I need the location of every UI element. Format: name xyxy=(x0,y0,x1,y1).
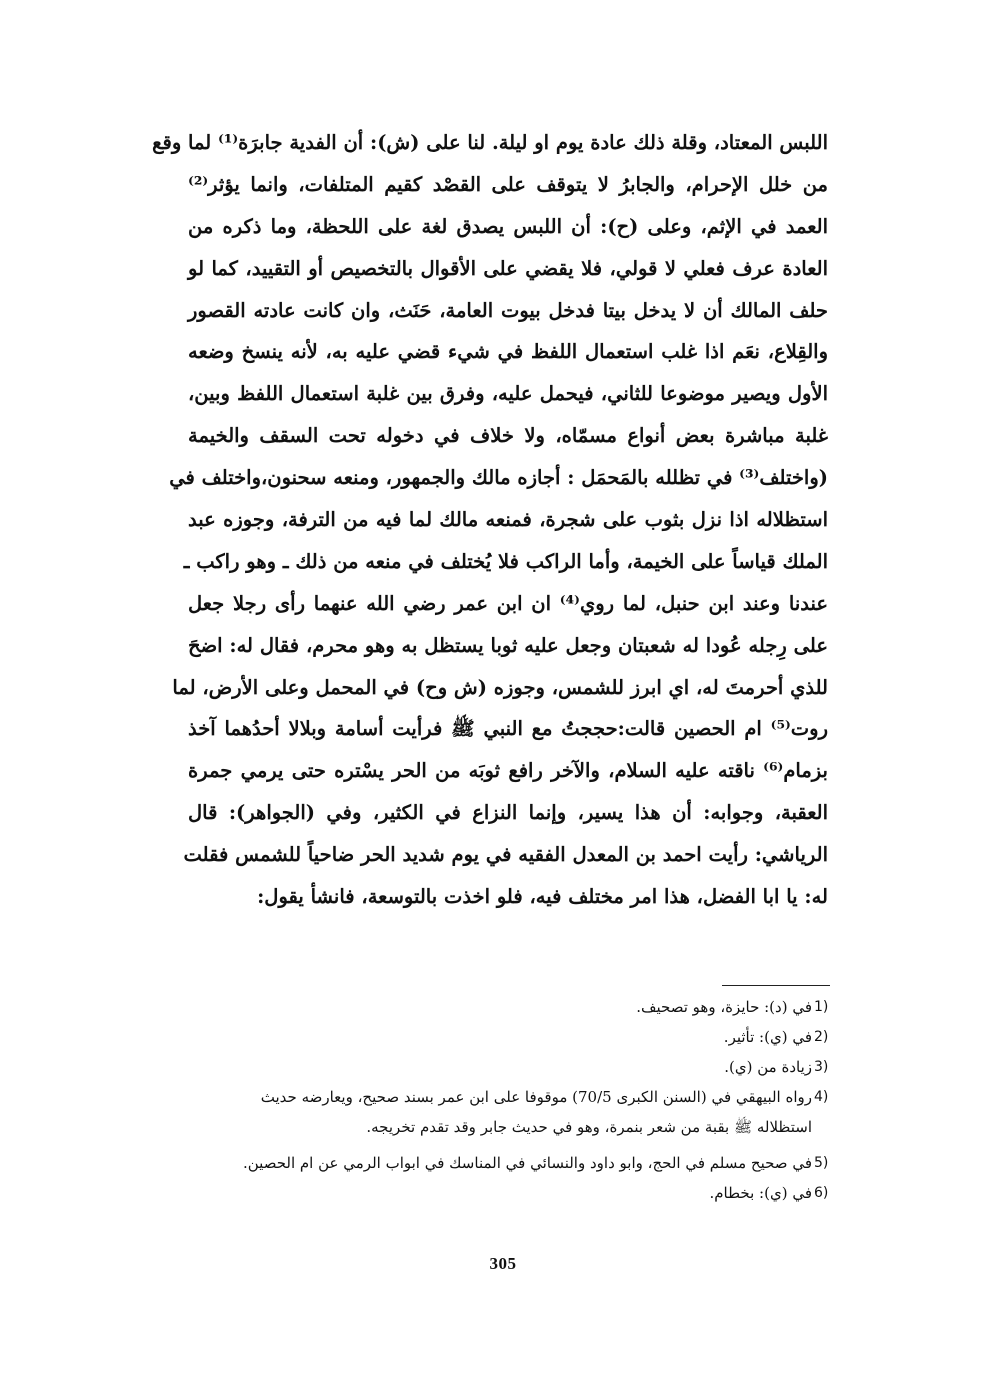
footnote-line: في (ي): بخطام. xyxy=(709,1184,812,1202)
body-line: حلف المالك أن لا يدخل بيتا فدخل بيوت العامة، حَنَث، وان كانت عادته القصور xyxy=(188,298,828,322)
footnote-separator xyxy=(722,985,830,986)
body-text xyxy=(152,122,829,918)
page-number: 305 xyxy=(489,1254,517,1273)
footnote-item xyxy=(180,1178,840,1208)
footnote-item xyxy=(180,1082,840,1142)
body-line: الرياشي: رأيت احمد بن المعدل الفقيه في يوم شديد الحر ضاحياً للشمس فقلت xyxy=(183,843,828,867)
footnote-text xyxy=(180,992,814,1022)
footnote-number: 3) xyxy=(814,1059,829,1075)
footnote-line: استظلاله ﷺ بقبة من شعر بنمرة، وهو في حديث جابر وقد تقدم تخريجه. xyxy=(366,1118,812,1136)
footnote-text xyxy=(180,1022,814,1052)
footnote-item xyxy=(180,1148,840,1178)
body-line: العمد في الإثم، وعلى (ح): أن اللبس يصدق لغة على اللحظة، وما ذكره من xyxy=(188,214,828,238)
footnote-line: في (د): حايزة، وهو تصحيف. xyxy=(636,998,812,1016)
body-line: على رِجله عُودا له شعبتان وجعل عليه ثوبا يستظل به وهو محرم، فقال له: اضحَ xyxy=(188,633,828,657)
body-line: اللبس المعتاد، وقلة ذلك عادة يوم او ليلة. لنا على (ش): أن الفدية جابرَة⁽¹⁾ لما وقع xyxy=(152,131,828,154)
footnote-text xyxy=(180,1052,814,1082)
body-line: العادة عرف فعلي لا قولي، فلا يقضي على الأقوال بالتخصيص أو التقييد، كما لو xyxy=(188,256,828,280)
footnote-line: زيادة من (ي). xyxy=(724,1058,812,1076)
footnotes xyxy=(180,992,840,1208)
footnote-number: 5) xyxy=(814,1155,829,1171)
body-line: الأول ويصير موضوعا للثاني، فيحمل عليه، وفرق بين غلبة استعمال اللفظ وبين، xyxy=(188,382,828,406)
body-line: بزمام⁽⁶⁾ ناقته عليه السلام، والآخر رافع ثوبَه من الحر يسْتره حتى يرمي جمرة xyxy=(188,759,828,783)
body-line: له: يا ابا الفضل، هذا امر مختلف فيه، فلو اخذت بالتوسعة، فانشأ يقول: xyxy=(257,885,828,909)
body-line: للذي أحرمتَ له، اي ابرز للشمس، وجوزه (ش وح) في المحمل وعلى الأرض، لما xyxy=(172,675,828,699)
footnote-text xyxy=(180,1178,814,1208)
footnote-item xyxy=(180,992,840,1022)
footnote-text xyxy=(180,1082,814,1142)
footnote-text xyxy=(180,1148,814,1178)
body-line: عندنا وعند ابن حنبل، لما روي⁽⁴⁾ ان ابن عمر رضي الله عنهما رأى رجلا جعل xyxy=(188,591,829,615)
footnote-number: 2) xyxy=(814,1029,829,1045)
footnote-item xyxy=(180,1052,840,1082)
footnote-number: 6) xyxy=(814,1185,829,1201)
footnote-line: رواه البيهقي في (السنن الكبرى 70/5) موقوفا على ابن عمر بسند صحيح، ويعارضه حديث xyxy=(260,1088,812,1106)
body-line: الملك قياساً على الخيمة، وأما الراكب فلا يُختلف في منعه من ذلك ـ وهو راكب ـ xyxy=(183,549,828,573)
footnote-line: في صحيح مسلم في الحج، وابو داود والنسائي في المناسك في ابواب الرمي عن ام الحصين. xyxy=(242,1154,812,1172)
body-line: العقبة، وجوابه: أن هذا يسير، وإنما النزاع في الكثير، وفي (الجواهر): قال xyxy=(188,801,828,825)
body-line: من خلل الإحرام، والجابرُ لا يتوقف على القصْد كقيم المتلفات، وانما يؤثر⁽²⁾ xyxy=(188,172,828,196)
body-line: (واختلف⁽³⁾ في تظلله بالمَحمَل : أجازه مالك والجمهور، ومنعه سحنون،واختلف في xyxy=(169,466,828,490)
footnote-number: 4) xyxy=(814,1089,829,1105)
body-line: استظلاله اذا نزل بثوب على شجرة، فمنعه مالك لما فيه من الترفة، وجوزه عبد xyxy=(188,508,828,532)
body-line: روت⁽⁵⁾ ام الحصين قالت:حججتُ مع النبي ﷺ فرأيت أسامة وبلالا أحدُهما آخذ xyxy=(188,717,828,741)
footnote-number: 1) xyxy=(814,999,829,1015)
body-line: غلبة مباشرة بعض أنواع مسمّاه، ولا خلاف في دخوله تحت السقف والخيمة xyxy=(188,424,828,448)
footnote-item xyxy=(180,1022,840,1052)
body-line: والقِلاع، نعَم اذا غلب استعمال اللفظ في شيء قضي عليه به، لأنه ينسخ وضعه xyxy=(188,340,828,364)
footnote-line: في (ي): تأثير. xyxy=(723,1028,812,1046)
